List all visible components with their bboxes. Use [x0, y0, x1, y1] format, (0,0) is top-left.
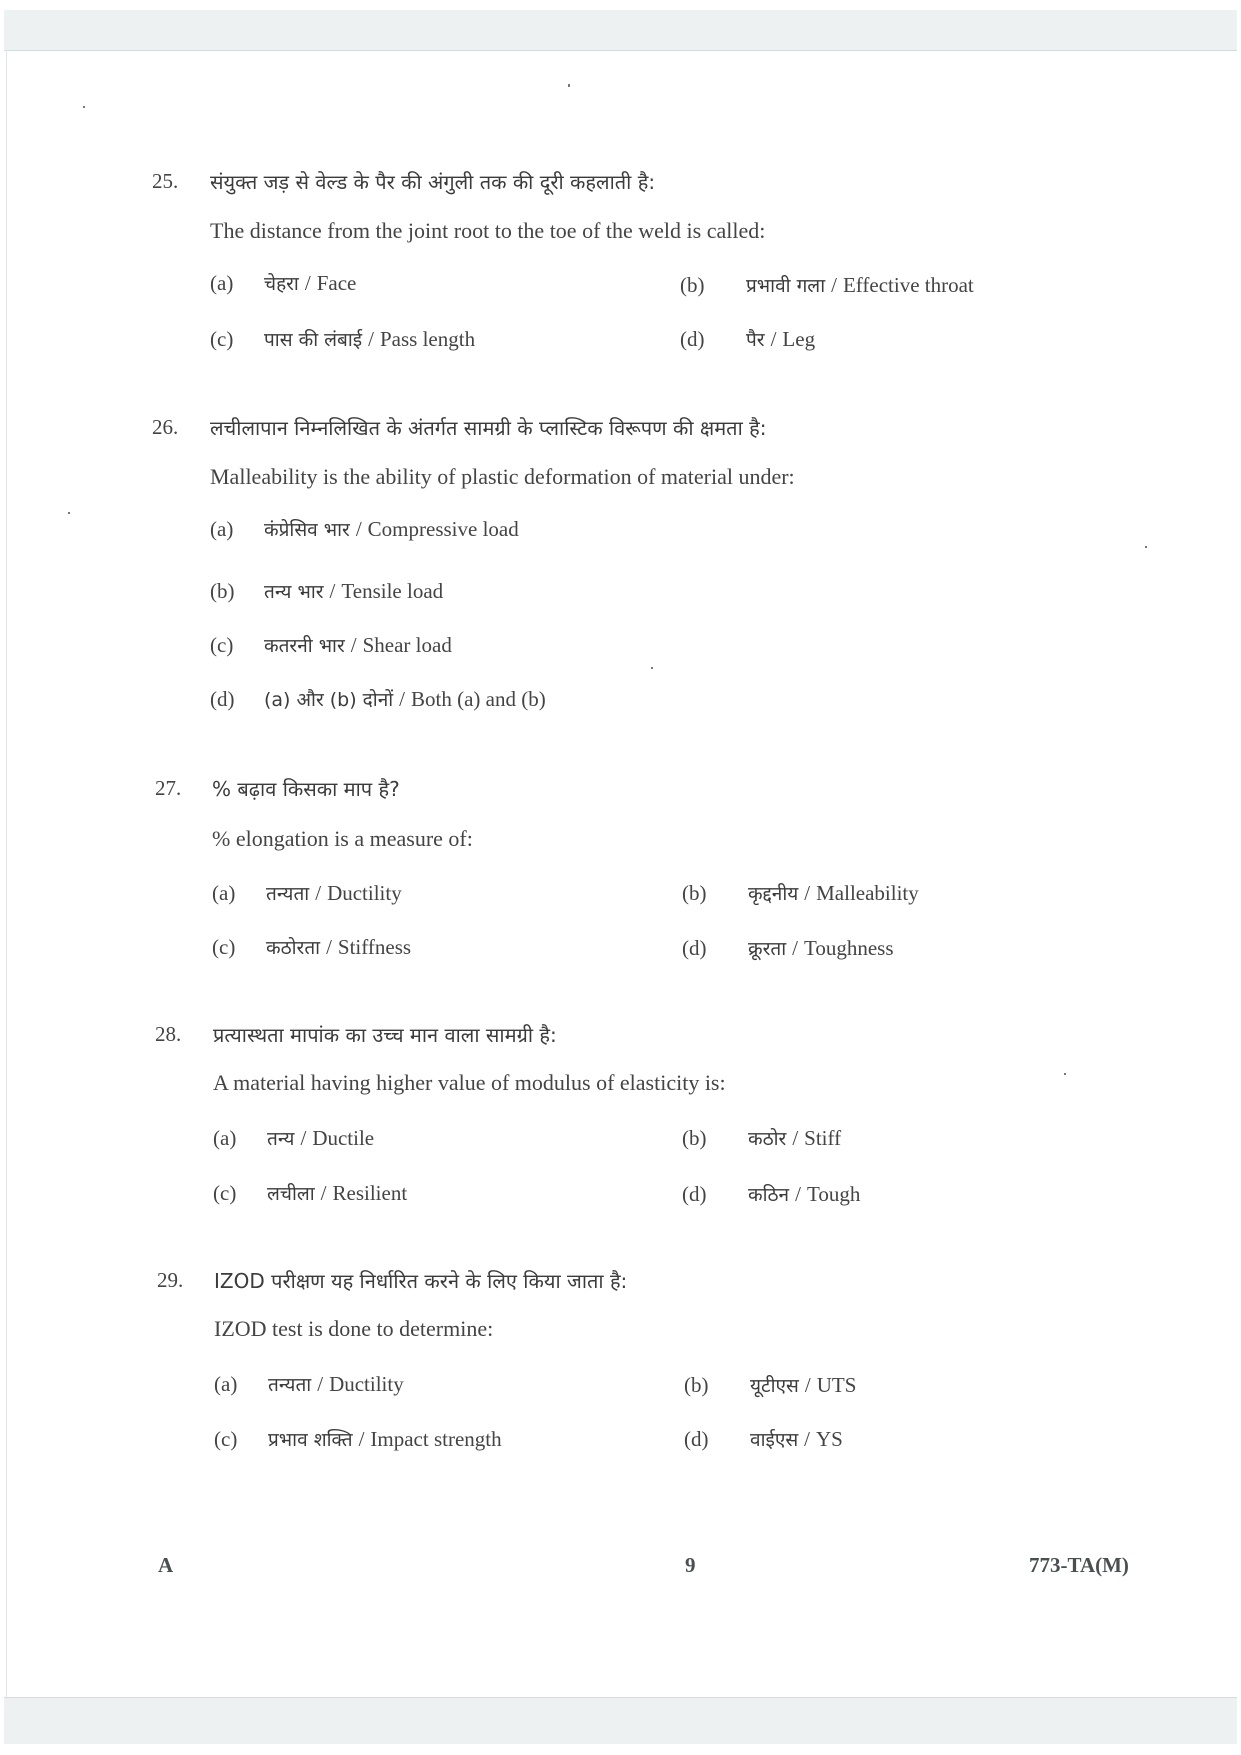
option-letter: (a) — [214, 1372, 238, 1396]
question-text-english: IZOD test is done to determine: — [214, 1316, 494, 1341]
option-separator: / — [350, 633, 357, 657]
option-b — [682, 1125, 841, 1151]
option-english: Stiffness — [337, 935, 412, 959]
question-text-hindi: लचीलापान निम्नलिखित के अंतर्गत सामग्री के प्लास्टिक विरूपण की क्षमता है: — [210, 416, 767, 440]
question-text-english: The distance from the joint root to the toe of the weld is called: — [210, 218, 766, 243]
option-letter: (d) — [684, 1427, 709, 1451]
option-english: Pass length — [379, 327, 476, 351]
option-c — [214, 1426, 502, 1452]
scan-speck — [1145, 546, 1147, 548]
option-separator: / — [399, 687, 406, 711]
option-hindi: तन्य — [267, 1128, 295, 1150]
option-separator: / — [300, 1126, 307, 1150]
option-letter: (d) — [210, 687, 235, 711]
option-english: Ductility — [329, 1372, 404, 1396]
option-letter: (a) — [210, 271, 234, 295]
option-b — [682, 880, 919, 906]
scan-speck — [68, 512, 70, 514]
option-hindi: कठोर — [748, 1128, 787, 1150]
option-english: Ductile — [312, 1126, 375, 1150]
option-separator: / — [770, 327, 777, 351]
option-english: Malleability — [816, 881, 919, 905]
scan-speck — [568, 84, 570, 87]
option-d — [210, 686, 546, 712]
scan-speck — [651, 667, 653, 669]
option-english: Face — [316, 271, 357, 295]
option-d — [682, 1181, 860, 1207]
option-english: UTS — [816, 1373, 857, 1397]
option-a — [214, 1371, 404, 1397]
paper-code: 773-TA(M) — [1029, 1553, 1129, 1577]
option-b — [210, 578, 443, 604]
option-c — [210, 632, 452, 658]
scan-bottom-band — [4, 1697, 1237, 1744]
option-letter: (c) — [212, 935, 236, 959]
question-text-english: A material having higher value of modulus of elasticity is: — [213, 1070, 726, 1095]
option-b — [684, 1372, 856, 1398]
option-hindi: तन्यता — [266, 883, 310, 905]
option-a — [210, 516, 519, 542]
option-letter: (c) — [214, 1427, 238, 1451]
option-separator: / — [358, 1427, 365, 1451]
option-letter: (c) — [213, 1181, 237, 1205]
question-number: 26. — [152, 415, 179, 439]
option-hindi: तन्य भार — [264, 581, 324, 603]
option-letter: (b) — [682, 881, 707, 905]
option-hindi: कठोरता — [266, 937, 321, 959]
question-number: 29. — [157, 1268, 184, 1292]
option-c — [210, 326, 475, 352]
option-letter: (b) — [684, 1373, 709, 1397]
option-hindi: पास की लंबाई — [264, 329, 363, 351]
question-number: 28. — [155, 1022, 182, 1046]
option-hindi: (a) और (b) दोनों — [264, 689, 394, 711]
option-english: Impact strength — [370, 1427, 502, 1451]
page-edge — [6, 50, 7, 1697]
option-hindi: वाईएस — [750, 1429, 799, 1451]
option-a — [212, 880, 402, 906]
option-hindi: प्रभाव शक्ति — [268, 1429, 353, 1451]
option-a — [213, 1125, 374, 1151]
option-english: Tough — [806, 1182, 861, 1206]
option-c — [212, 934, 411, 960]
option-hindi: प्रभावी गला — [746, 275, 826, 297]
scan-speck — [1064, 1073, 1066, 1075]
option-separator: / — [326, 935, 332, 959]
question-text-english: Malleability is the ability of plastic deformation of material under: — [210, 464, 795, 489]
option-english: Tensile load — [341, 579, 444, 603]
option-english: Toughness — [803, 936, 894, 960]
option-letter: (a) — [210, 517, 234, 541]
option-hindi: पैर — [746, 329, 765, 351]
option-letter: (b) — [682, 1126, 707, 1150]
question-number: 27. — [155, 776, 182, 800]
option-english: Shear load — [362, 633, 452, 657]
option-hindi: क्रूरता — [748, 938, 787, 960]
option-hindi: चेहरा — [264, 273, 299, 295]
option-b — [680, 272, 974, 298]
option-letter: (a) — [213, 1126, 237, 1150]
option-separator: / — [831, 273, 837, 297]
option-letter: (b) — [210, 579, 235, 603]
option-letter: (d) — [680, 327, 705, 351]
option-hindi: कंप्रेसिव भार — [264, 519, 350, 541]
option-letter: (d) — [682, 936, 707, 960]
option-letter: (b) — [680, 273, 705, 297]
option-c — [213, 1180, 407, 1206]
option-separator: / — [804, 1427, 811, 1451]
page-number: 9 — [685, 1553, 696, 1577]
option-hindi: कठिन — [748, 1184, 790, 1206]
question-text-hindi: IZOD परीक्षण यह निर्धारित करने के लिए किया जाता है: — [214, 1269, 628, 1293]
option-a — [210, 270, 356, 296]
option-hindi: तन्यता — [268, 1374, 312, 1396]
option-separator: / — [804, 1373, 811, 1397]
option-hindi: कृद्दनीय — [748, 883, 799, 905]
option-english: Resilient — [332, 1181, 408, 1205]
question-text-english: % elongation is a measure of: — [212, 826, 473, 851]
question-text-hindi: % बढ़ाव किसका माप है? — [212, 777, 400, 801]
option-separator: / — [315, 881, 322, 905]
option-separator: / — [804, 881, 811, 905]
option-english: Leg — [782, 327, 816, 351]
series-label: A — [158, 1553, 174, 1577]
option-d — [684, 1426, 843, 1452]
question-number: 25. — [152, 169, 179, 193]
option-letter: (a) — [212, 881, 236, 905]
option-letter: (c) — [210, 633, 234, 657]
option-letter: (d) — [682, 1182, 707, 1206]
option-letter: (c) — [210, 327, 234, 351]
option-english: Effective throat — [842, 273, 974, 297]
option-english: Compressive load — [367, 517, 519, 541]
option-english: Both (a) and (b) — [411, 687, 546, 711]
option-separator: / — [355, 517, 362, 541]
option-separator: / — [329, 579, 336, 603]
option-hindi: कतरनी भार — [264, 635, 345, 657]
option-english: Stiff — [804, 1126, 842, 1150]
option-separator: / — [792, 936, 798, 960]
option-d — [682, 935, 894, 961]
option-hindi: लचीला — [267, 1183, 315, 1205]
option-hindi: यूटीएस — [750, 1375, 799, 1397]
option-separator: / — [320, 1181, 327, 1205]
scan-top-band — [4, 10, 1237, 51]
question-text-hindi: प्रत्यास्थता मापांक का उच्च मान वाला सामग्री है: — [213, 1023, 557, 1047]
option-english: YS — [816, 1427, 843, 1451]
option-separator: / — [304, 271, 311, 295]
scan-speck — [83, 106, 85, 108]
option-english: Ductility — [327, 881, 402, 905]
question-text-hindi: संयुक्त जड़ से वेल्ड के पैर की अंगुली तक की दूरी कहलाती है: — [210, 170, 656, 194]
option-d — [680, 326, 815, 352]
option-separator: / — [368, 327, 374, 351]
option-separator: / — [792, 1126, 799, 1150]
option-separator: / — [317, 1372, 324, 1396]
option-separator: / — [795, 1182, 801, 1206]
